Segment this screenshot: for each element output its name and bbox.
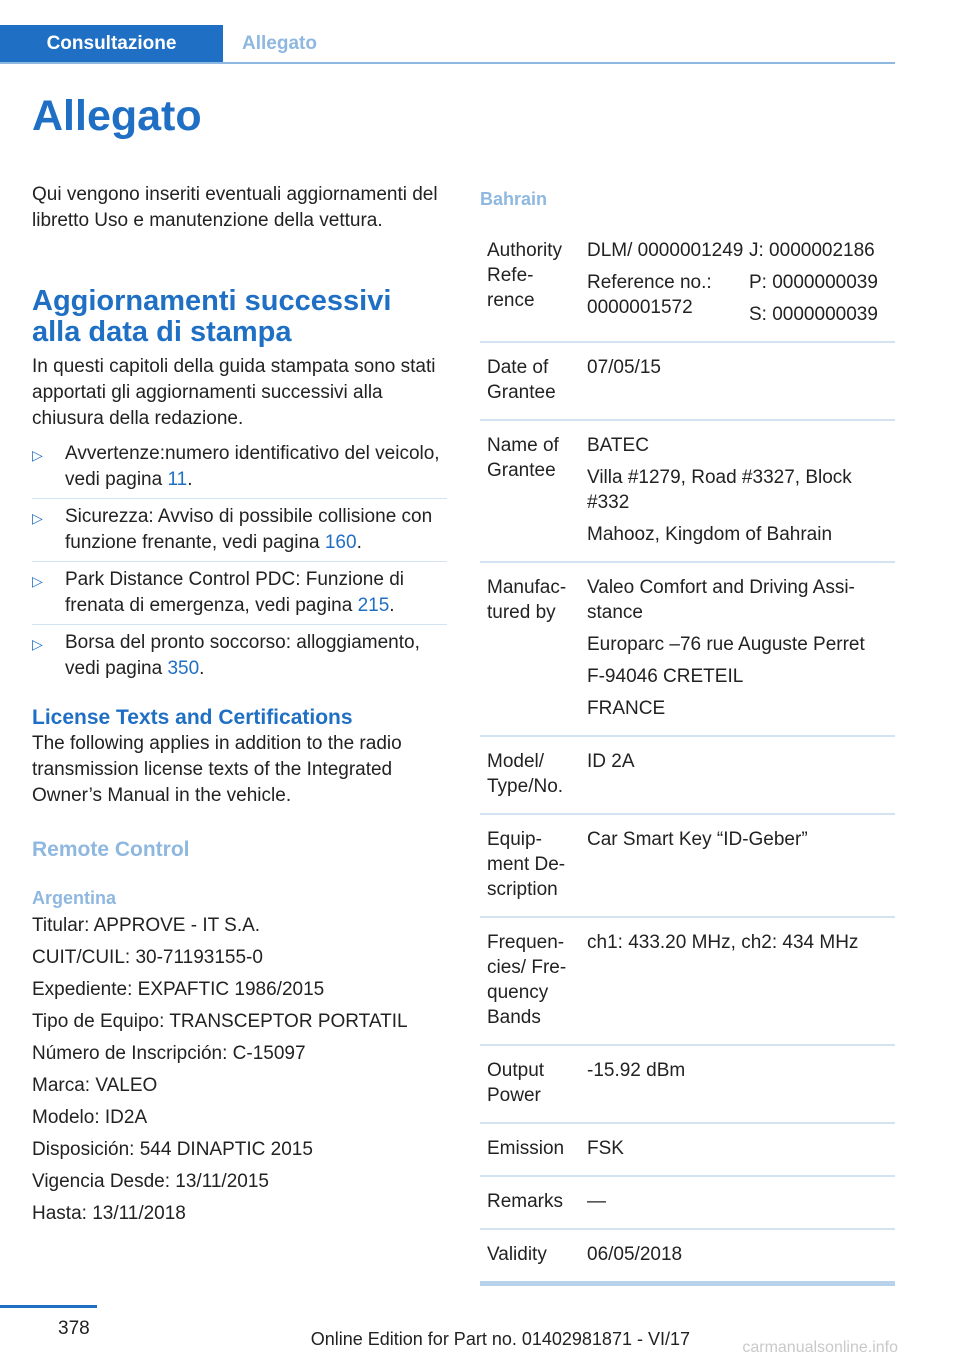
row-value: 07/05/15 [580, 342, 895, 420]
updates-list [32, 436, 447, 687]
table-row [480, 420, 895, 562]
tab-allegato[interactable]: Allegato [242, 32, 317, 54]
row-value: BATEC Villa #1279, Road #3327, Block #332 Mahooz, Kingdom of Bahrain [580, 420, 895, 562]
page-title: Allegato [32, 92, 202, 140]
license-text: The following applies in addition to the radio transmission license texts of the Integrated Owner’s Manual in the vehicle. [32, 733, 402, 806]
triangle-bullet-icon: ▷ [32, 573, 43, 589]
remote-control-heading: Remote Control [32, 838, 190, 861]
table-row [480, 562, 895, 736]
argentina-line: Disposición: 544 DINAPTIC 2015 [32, 1139, 313, 1160]
argentina-heading: Argentina [32, 888, 117, 908]
row-label: Model/ Type/No. [480, 736, 580, 814]
list-item: ▷ Sicurezza: Avviso di possibile collisione con funzione frenante, vedi pagina 160. [32, 499, 447, 562]
updates-text: In questi capitoli della guida stampata sono stati apportati gli aggiornamenti successivi alla chiusura della redazione. [32, 356, 436, 429]
row-label: Date of Grantee [480, 342, 580, 420]
argentina-line: Marca: VALEO [32, 1075, 158, 1096]
table-row [480, 342, 895, 420]
bahrain-table [480, 226, 895, 1286]
row-label: Authority Refe-rence [480, 226, 580, 342]
row-label: Emission [480, 1123, 580, 1176]
argentina-line: CUIT/CUIL: 30-71193155-0 [32, 947, 263, 968]
table-row [480, 1123, 895, 1176]
list-item: ▷ Avvertenze:numero identificativo del veicolo, vedi pagina 11. [32, 436, 447, 499]
row-value: ch1: 433.20 MHz, ch2: 434 MHz [580, 917, 895, 1045]
table-row [480, 814, 895, 917]
right-column [480, 186, 895, 1286]
page-link[interactable]: 11 [167, 469, 188, 490]
updates-heading: Aggiornamenti successivi alla data di stampa [32, 285, 392, 348]
argentina-line: Modelo: ID2A [32, 1107, 148, 1128]
row-label: Name of Grantee [480, 420, 580, 562]
license-heading: License Texts and Certifications [32, 706, 353, 729]
intro-text: Qui vengono inseriti eventuali aggiornamenti del libretto Uso e manutenzione della vettura. [32, 184, 438, 231]
row-label: Validity [480, 1229, 580, 1284]
list-item: ▷ Borsa del pronto soccorso: alloggiamento, vedi pagina 350. [32, 632, 420, 679]
row-value: Valeo Comfort and Driving Assi-stance Europarc –76 rue Auguste Perret F-94046 CRETEIL FRANCE [580, 562, 895, 736]
table-row [480, 736, 895, 814]
page-link[interactable]: 215 [357, 595, 390, 616]
row-label: Frequen-cies/ Fre-quency Bands [480, 917, 580, 1045]
argentina-line: Número de Inscripción: C-15097 [32, 1043, 306, 1064]
footer-rule [0, 1305, 97, 1308]
table-row [480, 1229, 895, 1284]
argentina-line: Vigencia Desde: 13/11/2015 [32, 1171, 269, 1192]
table-row [480, 1045, 895, 1123]
argentina-line: Titular: APPROVE - IT S.A. [32, 915, 261, 936]
table-row [480, 917, 895, 1045]
argentina-line: Tipo de Equipo: TRANSCEPTOR PORTATIL [32, 1011, 408, 1032]
row-value: ID 2A [580, 736, 895, 814]
row-label: Manufac-tured by [480, 562, 580, 736]
left-column [32, 182, 447, 1227]
row-value: Car Smart Key “ID-Geber” [580, 814, 895, 917]
row-label: Output Power [480, 1045, 580, 1123]
row-label: Equip-ment De-scription [480, 814, 580, 917]
triangle-bullet-icon: ▷ [32, 636, 43, 652]
row-value: 06/05/2018 [580, 1229, 895, 1284]
argentina-line: Hasta: 13/11/2018 [32, 1203, 186, 1224]
table-row [480, 226, 895, 342]
row-label: Remarks [480, 1176, 580, 1229]
edition-text: Online Edition for Part no. 01402981871 - VI/17 [310, 1329, 690, 1349]
header-bar [0, 25, 895, 64]
page-number: 378 [58, 1318, 90, 1339]
row-value: -15.92 dBm [580, 1045, 895, 1123]
list-item: ▷ Park Distance Control PDC: Funzione di frenata di emergenza, vedi pagina 215. [32, 562, 447, 625]
triangle-bullet-icon: ▷ [32, 447, 43, 463]
row-value: FSK [580, 1123, 895, 1176]
bahrain-heading: Bahrain [480, 189, 548, 209]
row-value: — [580, 1176, 895, 1229]
table-row [480, 1176, 895, 1229]
watermark: carmanualsonline.info [742, 1339, 898, 1356]
page-link[interactable]: 350 [167, 658, 200, 679]
triangle-bullet-icon: ▷ [32, 510, 43, 526]
row-value: DLM/ 0000001249 Reference no.: 0000001572 J: 0000002186 P: 0000000039 S: 0000000039 [580, 226, 895, 342]
argentina-line: Expediente: EXPAFTIC 1986/2015 [32, 979, 325, 1000]
tab-consultazione[interactable]: Consultazione [0, 25, 223, 62]
page-link[interactable]: 160 [324, 532, 357, 553]
